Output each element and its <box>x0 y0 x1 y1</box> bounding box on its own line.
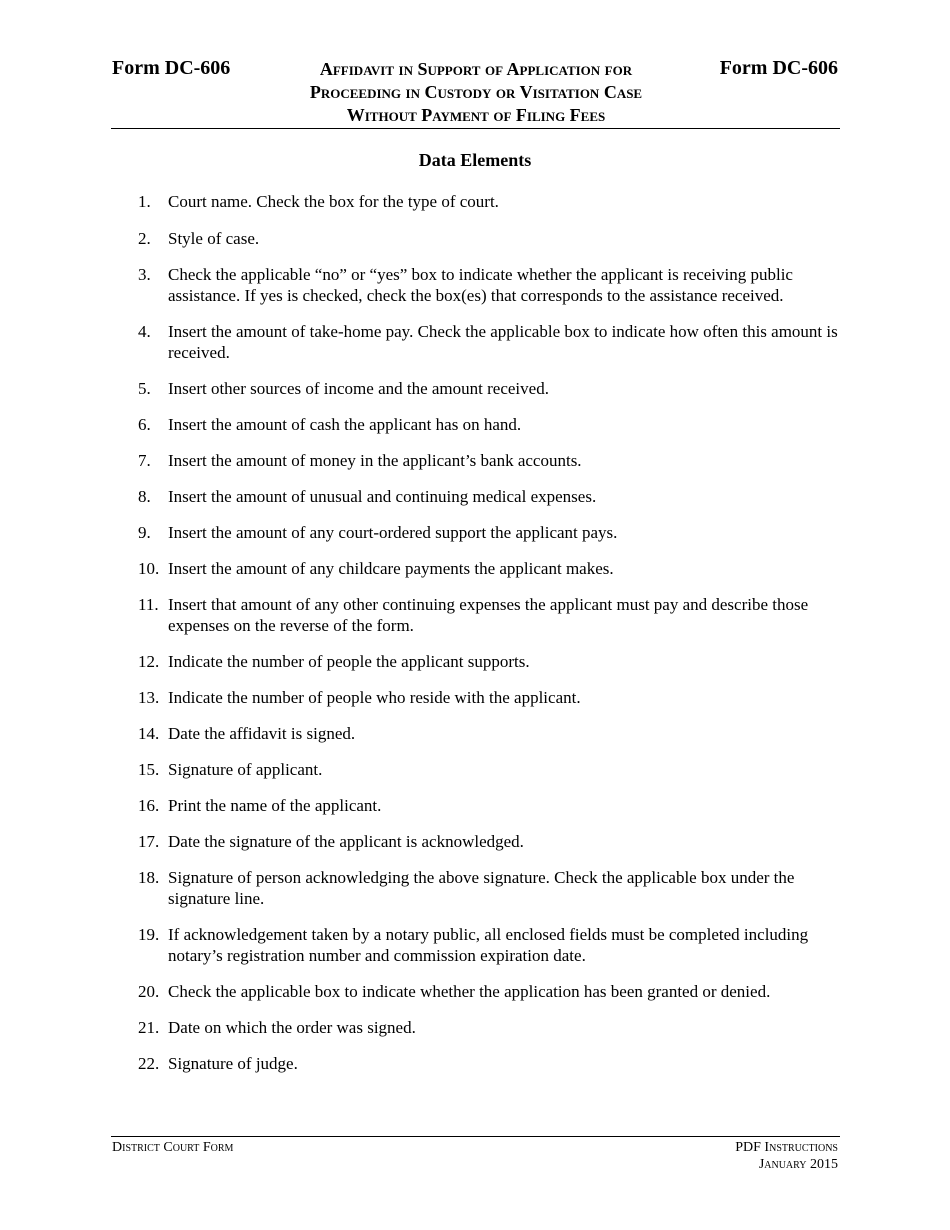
list-item <box>138 414 838 435</box>
list-item <box>138 558 838 579</box>
footer-form-type: District Court Form <box>112 1140 234 1155</box>
list-item <box>138 594 838 636</box>
list-item <box>138 1017 838 1038</box>
item-text: Check the applicable “no” or “yes” box to indicate whether the applicant is receiving public assistance. If yes is checked, check the box(es) that corresponds to the assistance received. <box>168 265 793 305</box>
item-text: Date the signature of the applicant is acknowledged. <box>168 832 524 851</box>
item-text: Date the affidavit is signed. <box>168 724 356 743</box>
document-title <box>261 58 691 127</box>
item-text: Insert the amount of any childcare payments the applicant makes. <box>168 559 614 578</box>
item-number: 22. <box>138 1054 160 1073</box>
item-text: Check the applicable box to indicate whether the application has been granted or denied. <box>168 982 771 1001</box>
form-id-right: Form DC-606 <box>719 57 838 79</box>
item-text: Insert the amount of money in the applicant’s bank accounts. <box>168 451 582 470</box>
item-number: 9. <box>138 523 151 542</box>
item-text: Insert the amount of any court-ordered support the applicant pays. <box>168 523 618 542</box>
list-item <box>138 924 838 966</box>
item-text: Insert the amount of unusual and continuing medical expenses. <box>168 487 597 506</box>
item-text: Insert other sources of income and the amount received. <box>168 379 549 398</box>
list-item <box>138 723 838 744</box>
item-number: 13. <box>138 688 160 707</box>
item-number: 19. <box>138 925 160 944</box>
list-item <box>138 687 838 708</box>
item-number: 4. <box>138 322 151 341</box>
item-text: Signature of judge. <box>168 1054 298 1073</box>
list-item <box>138 228 838 249</box>
item-number: 3. <box>138 265 151 284</box>
item-number: 17. <box>138 832 160 851</box>
item-number: 11. <box>138 595 159 614</box>
item-text: Insert the amount of cash the applicant has on hand. <box>168 415 522 434</box>
form-id-left: Form DC-606 <box>112 57 231 79</box>
item-number: 8. <box>138 487 151 506</box>
item-number: 18. <box>138 868 160 887</box>
item-text: Indicate the number of people who reside with the applicant. <box>168 688 581 707</box>
item-number: 16. <box>138 796 160 815</box>
list-item <box>138 651 838 672</box>
item-text: Insert that amount of any other continuing expenses the applicant must pay and describe those expenses on the reverse of the form. <box>168 595 809 635</box>
list-item <box>138 378 838 399</box>
list-item <box>138 522 838 543</box>
list-item <box>138 759 838 780</box>
title-line: Affidavit in Support of Application for <box>319 59 633 79</box>
list-item <box>138 1053 838 1074</box>
title-line: Proceeding in Custody or Visitation Case <box>309 82 643 102</box>
list-item <box>138 191 838 212</box>
item-number: 5. <box>138 379 151 398</box>
item-text: Insert the amount of take-home pay. Check the applicable box to indicate how often this amount is received. <box>168 322 838 362</box>
item-number: 20. <box>138 982 160 1001</box>
item-number: 7. <box>138 451 151 470</box>
item-text: Indicate the number of people the applicant supports. <box>168 652 530 671</box>
item-number: 10. <box>138 559 160 578</box>
page-footer <box>111 1136 840 1172</box>
item-text: Court name. Check the box for the type of court. <box>168 192 499 211</box>
item-number: 12. <box>138 652 160 671</box>
list-item <box>138 450 838 471</box>
page-header <box>111 56 840 129</box>
data-elements-list <box>138 191 838 1074</box>
item-text: Style of case. <box>168 229 260 248</box>
item-text: If acknowledgement taken by a notary public, all enclosed fields must be completed including notary’s registration number and commission expiration date. <box>168 925 809 965</box>
list-item <box>138 486 838 507</box>
item-number: 2. <box>138 229 151 248</box>
title-line: Without Payment of Filing Fees <box>346 105 606 125</box>
section-heading: Data Elements <box>418 150 532 170</box>
item-text: Signature of applicant. <box>168 760 323 779</box>
item-number: 15. <box>138 760 160 779</box>
footer-revision <box>735 1139 838 1173</box>
list-item <box>138 867 838 909</box>
list-item <box>138 795 838 816</box>
footer-date: January 2015 <box>758 1157 838 1172</box>
item-number: 14. <box>138 724 160 743</box>
list-item <box>138 831 838 852</box>
list-item <box>138 981 838 1002</box>
item-text: Date on which the order was signed. <box>168 1018 416 1037</box>
item-text: Print the name of the applicant. <box>168 796 382 815</box>
item-text: Signature of person acknowledging the above signature. Check the applicable box under the signature line. <box>168 868 795 908</box>
item-number: 6. <box>138 415 151 434</box>
footer-instructions-label: PDF Instructions <box>735 1140 838 1155</box>
item-number: 1. <box>138 192 151 211</box>
list-item <box>138 264 838 306</box>
item-number: 21. <box>138 1018 160 1037</box>
list-item <box>138 321 838 363</box>
